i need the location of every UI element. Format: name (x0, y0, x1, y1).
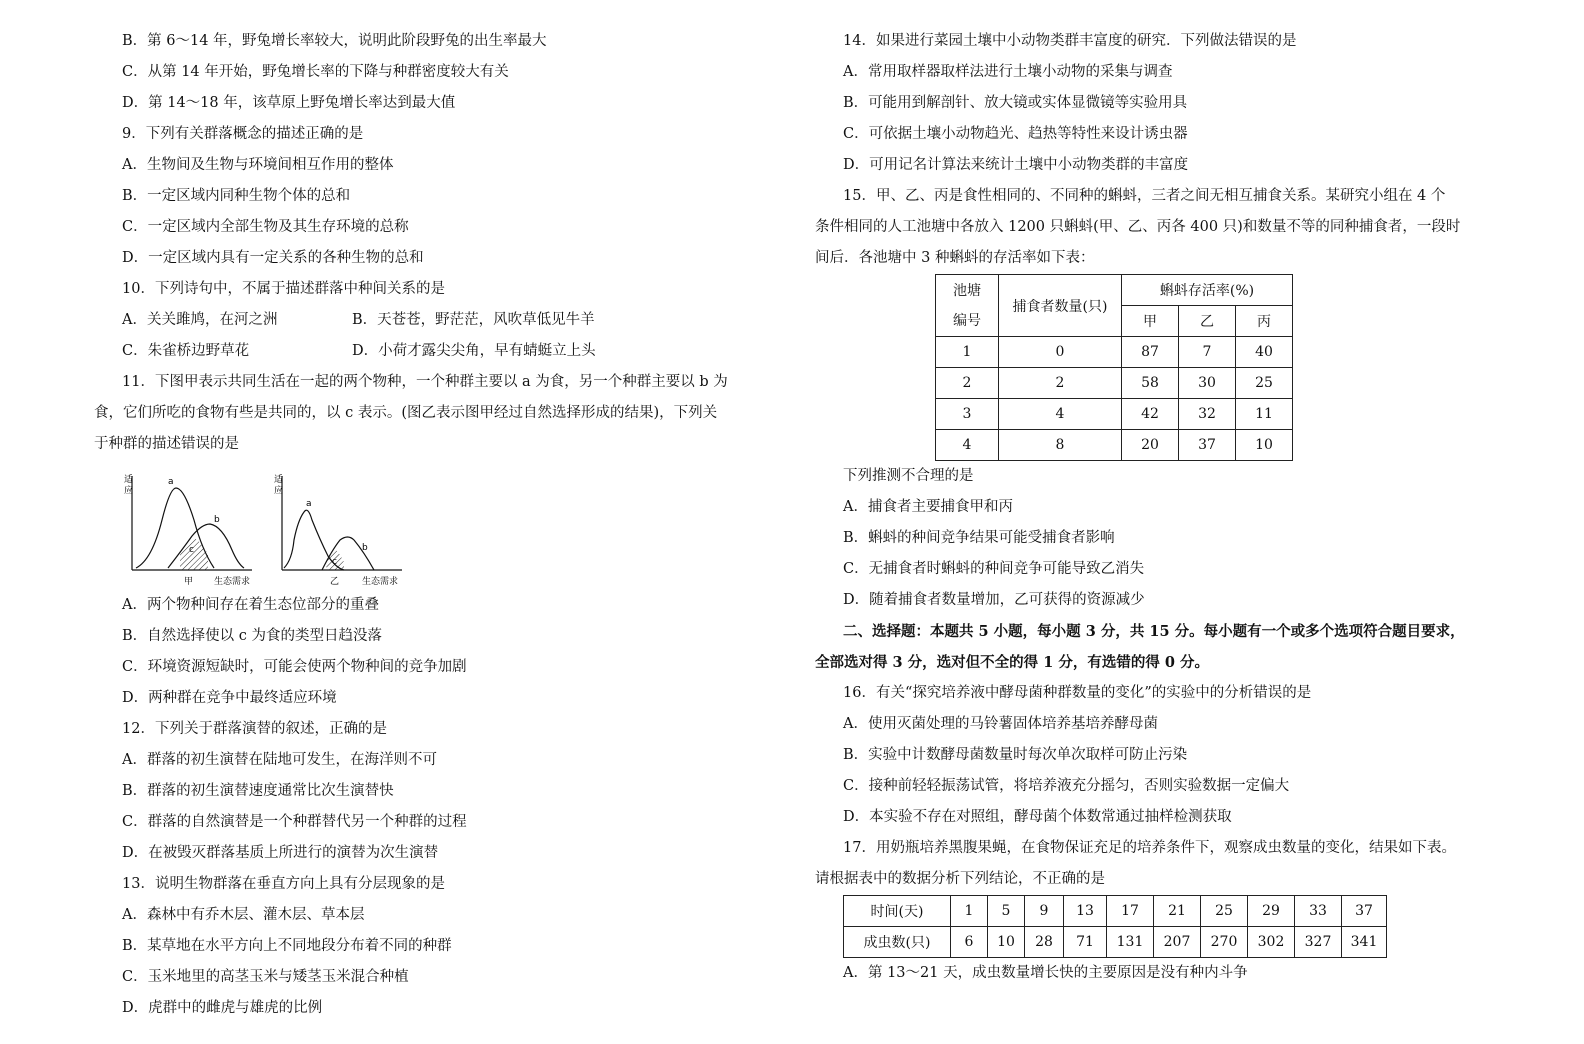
option-line: D．虎群中的雌虎与雄虎的比例 (122, 1000, 323, 1016)
option-line: A．常用取样器取样法进行土壤小动物的采集与调查 (843, 64, 1173, 80)
table-cell: 40 (1236, 337, 1293, 368)
table-cell: 32 (1179, 399, 1236, 430)
text-line: 下列推测不合理的是 (843, 468, 974, 484)
option-line: A．两个物种间存在着生态位部分的重叠 (122, 597, 379, 613)
table-cell: 13 (1064, 896, 1107, 927)
option-b: B．天苍苍，野茫茫，风吹草低见牛羊 (352, 312, 595, 328)
option-line: D．两种群在竞争中最终适应环境 (122, 690, 337, 706)
table-cell: 4 (936, 430, 999, 461)
niche-figure-svg (122, 460, 422, 588)
table-cell: 8 (999, 430, 1122, 461)
section-2-heading: 全部选对得 3 分，选对但不全的得 1 分，有选错的得 0 分。 (815, 654, 1210, 671)
table-cell: 2 (936, 368, 999, 399)
text-line: C．从第 14 年开始，野兔增长率的下降与种群密度较大有关 (122, 64, 509, 80)
option-line: B．可能用到解剖针、放大镜或实体显微镜等实验用具 (843, 95, 1188, 111)
option-line: B．群落的初生演替速度通常比次生演替快 (122, 783, 394, 799)
table-cell: 71 (1064, 927, 1107, 958)
table-cell: 7 (1179, 337, 1236, 368)
option-line: A．第 13～21 天，成虫数量增长快的主要原因是没有种内斗争 (843, 965, 1248, 981)
table-cell: 21 (1154, 896, 1201, 927)
question-13-stem: 13．说明生物群落在垂直方向上具有分层现象的是 (122, 876, 445, 892)
niche-figure (122, 460, 734, 590)
option-line: A．群落的初生演替在陆地可发生，在海洋则不可 (122, 752, 437, 768)
table-cell: 87 (1122, 337, 1179, 368)
question-15-stem: 15．甲、乙、丙是食性相同的、不同种的蝌蚪，三者之间无相互捕食关系。某研究小组在 4 个 (843, 188, 1446, 204)
table-cell: 4 (999, 399, 1122, 430)
table-cell: 131 (1107, 927, 1154, 958)
x-label: 生态需求 (214, 577, 251, 587)
question-11-stem: 11．下图甲表示共同生活在一起的两个物种，一个种群主要以 a 为食，另一个种群主要以 b 为 (122, 374, 728, 390)
option-line: A．森林中有乔木层、灌木层、草本层 (122, 907, 365, 923)
text-line: 于种群的描述错误的是 (94, 436, 239, 452)
tadpole-survival-table (935, 274, 1293, 461)
header-yi: 乙 (1179, 306, 1236, 337)
table-cell: 270 (1201, 927, 1248, 958)
text-line: D．第 14～18 年，该草原上野兔增长率达到最大值 (122, 95, 456, 111)
table-cell: 6 (951, 927, 988, 958)
y-label: 应 (124, 486, 134, 496)
header-pond (936, 275, 999, 337)
q10-options-row (94, 305, 734, 336)
option-line: B．自然选择使以 c 为食的类型日趋没落 (122, 628, 382, 644)
row-label: 成虫数(只) (844, 927, 951, 958)
question-10-stem: 10．下列诗句中，不属于描述群落中种间关系的是 (122, 281, 445, 297)
table-cell: 0 (999, 337, 1122, 368)
option-line: B．一定区域内同种生物个体的总和 (122, 188, 351, 204)
option-line: D．本实验不存在对照组，酵母菌个体数常通过抽样检测获取 (843, 809, 1232, 825)
table-cell: 37 (1179, 430, 1236, 461)
question-17-stem: 17．用奶瓶培养黑腹果蝇，在食物保证充足的培养条件下，观察成虫数量的变化，结果如下表。 (843, 840, 1456, 856)
option-line: A．捕食者主要捕食甲和丙 (843, 499, 1013, 515)
option-line: D．一定区域内具有一定关系的各种生物的总和 (122, 250, 424, 266)
header-text: 编号 (953, 312, 981, 329)
option-c: C．朱雀桥边野草花 (122, 343, 250, 359)
table-cell: 10 (988, 927, 1025, 958)
table-row (844, 896, 1387, 927)
y-label: 适 (274, 475, 284, 485)
question-14-stem: 14．如果进行菜园土壤中小动物类群丰富度的研究．下列做法错误的是 (843, 33, 1297, 49)
text-line: B．第 6～14 年，野兔增长率较大，说明此阶段野兔的出生率最大 (122, 33, 547, 49)
table-row (936, 399, 1293, 430)
header-survival: 蝌蚪存活率(%) (1122, 275, 1293, 306)
label-c: c (332, 557, 337, 567)
table-cell: 10 (1236, 430, 1293, 461)
option-line: B．蝌蚪的种间竞争结果可能受捕食者影响 (843, 530, 1115, 546)
option-line: C．接种前轻轻振荡试管，将培养液充分摇匀，否则实验数据一定偏大 (843, 778, 1290, 794)
table-cell: 37 (1342, 896, 1387, 927)
x-label: 生态需求 (362, 577, 399, 587)
option-line: C．玉米地里的高茎玉米与矮茎玉米混合种植 (122, 969, 409, 985)
table-cell: 1 (936, 337, 999, 368)
table-cell: 2 (999, 368, 1122, 399)
table-cell: 11 (1236, 399, 1293, 430)
text-line: 食，它们所吃的食物有些是共同的，以 c 表示。(图乙表示图甲经过自然选择形成的结果)，下列关 (94, 405, 718, 421)
table-cell: 25 (1201, 896, 1248, 927)
option-line: C．群落的自然演替是一个种群替代另一个种群的过程 (122, 814, 467, 830)
option-line: A．生物间及生物与环境间相互作用的整体 (122, 157, 394, 173)
option-line: D．在被毁灭群落基质上所进行的演替为次生演替 (122, 845, 439, 861)
section-2-heading: 二、选择题：本题共 5 小题，每小题 3 分，共 15 分。每小题有一个或多个选项符合题目要求， (843, 623, 1465, 640)
label-a: a (306, 499, 312, 509)
table-cell: 58 (1122, 368, 1179, 399)
label-a: a (168, 477, 174, 487)
table-cell: 42 (1122, 399, 1179, 430)
table-cell: 20 (1122, 430, 1179, 461)
table-cell: 5 (988, 896, 1025, 927)
row-label: 时间(天) (844, 896, 951, 927)
caption-yi: 乙 (330, 577, 340, 587)
header-text: 池塘 (953, 282, 981, 299)
table-row (936, 337, 1293, 368)
table-cell: 3 (936, 399, 999, 430)
right-column (815, 26, 1465, 989)
header-predators: 捕食者数量(只) (999, 275, 1122, 337)
label-c: c (189, 545, 194, 555)
q10-options-row (94, 336, 734, 367)
question-12-stem: 12．下列关于群落演替的叙述，正确的是 (122, 721, 387, 737)
table-cell: 25 (1236, 368, 1293, 399)
option-line: A．使用灭菌处理的马铃薯固体培养基培养酵母菌 (843, 716, 1158, 732)
text-line: 条件相同的人工池塘中各放入 1200 只蝌蚪(甲、乙、丙各 400 只)和数量不等的同种捕食者，一段时 (815, 219, 1461, 235)
option-line: C．无捕食者时蝌蚪的种间竞争可能导致乙消失 (843, 561, 1145, 577)
y-label: 应 (274, 486, 284, 496)
table-cell: 17 (1107, 896, 1154, 927)
table-cell: 341 (1342, 927, 1387, 958)
option-a: A．关关雎鸠，在河之洲 (122, 312, 278, 328)
option-line: C．可依据土壤小动物趋光、趋热等特性来设计诱虫器 (843, 126, 1188, 142)
table-row (936, 368, 1293, 399)
caption-jia: 甲 (184, 577, 194, 587)
table-row (936, 430, 1293, 461)
table-cell: 207 (1154, 927, 1201, 958)
table-cell: 302 (1248, 927, 1295, 958)
label-b: b (362, 543, 368, 553)
text-line: 间后．各池塘中 3 种蝌蚪的存活率如下表： (815, 250, 1095, 266)
option-line: B．某草地在水平方向上不同地段分布着不同的种群 (122, 938, 452, 954)
option-line: D．随着捕食者数量增加，乙可获得的资源减少 (843, 592, 1145, 608)
question-9-stem: 9．下列有关群落概念的描述正确的是 (122, 126, 364, 142)
table-cell: 30 (1179, 368, 1236, 399)
option-line: C．环境资源短缺时，可能会使两个物种间的竞争加剧 (122, 659, 467, 675)
table-row (844, 927, 1387, 958)
figure-yi (274, 473, 402, 587)
label-b: b (214, 515, 220, 525)
option-line: D．可用记名计算法来统计土壤中小动物类群的丰富度 (843, 157, 1189, 173)
table-cell: 327 (1295, 927, 1342, 958)
question-16-stem: 16．有关“探究培养液中酵母菌种群数量的变化”的实验中的分析错误的是 (843, 685, 1312, 701)
header-bing: 丙 (1236, 306, 1293, 337)
left-column (94, 26, 734, 1024)
figure-jia (124, 473, 252, 587)
table-cell: 33 (1295, 896, 1342, 927)
option-line: B．实验中计数酵母菌数量时每次单次取样可防止污染 (843, 747, 1188, 763)
option-d: D．小荷才露尖尖角，早有蜻蜓立上头 (352, 343, 596, 359)
table-cell: 1 (951, 896, 988, 927)
overlap-region-c (180, 538, 208, 570)
fruitfly-table (843, 895, 1387, 958)
option-line: C．一定区域内全部生物及其生存环境的总称 (122, 219, 409, 235)
table-cell: 28 (1025, 927, 1064, 958)
y-label: 适 (124, 475, 134, 485)
text-line: 请根据表中的数据分析下列结论，不正确的是 (815, 871, 1105, 887)
table-cell: 29 (1248, 896, 1295, 927)
table-cell: 9 (1025, 896, 1064, 927)
header-jia: 甲 (1122, 306, 1179, 337)
